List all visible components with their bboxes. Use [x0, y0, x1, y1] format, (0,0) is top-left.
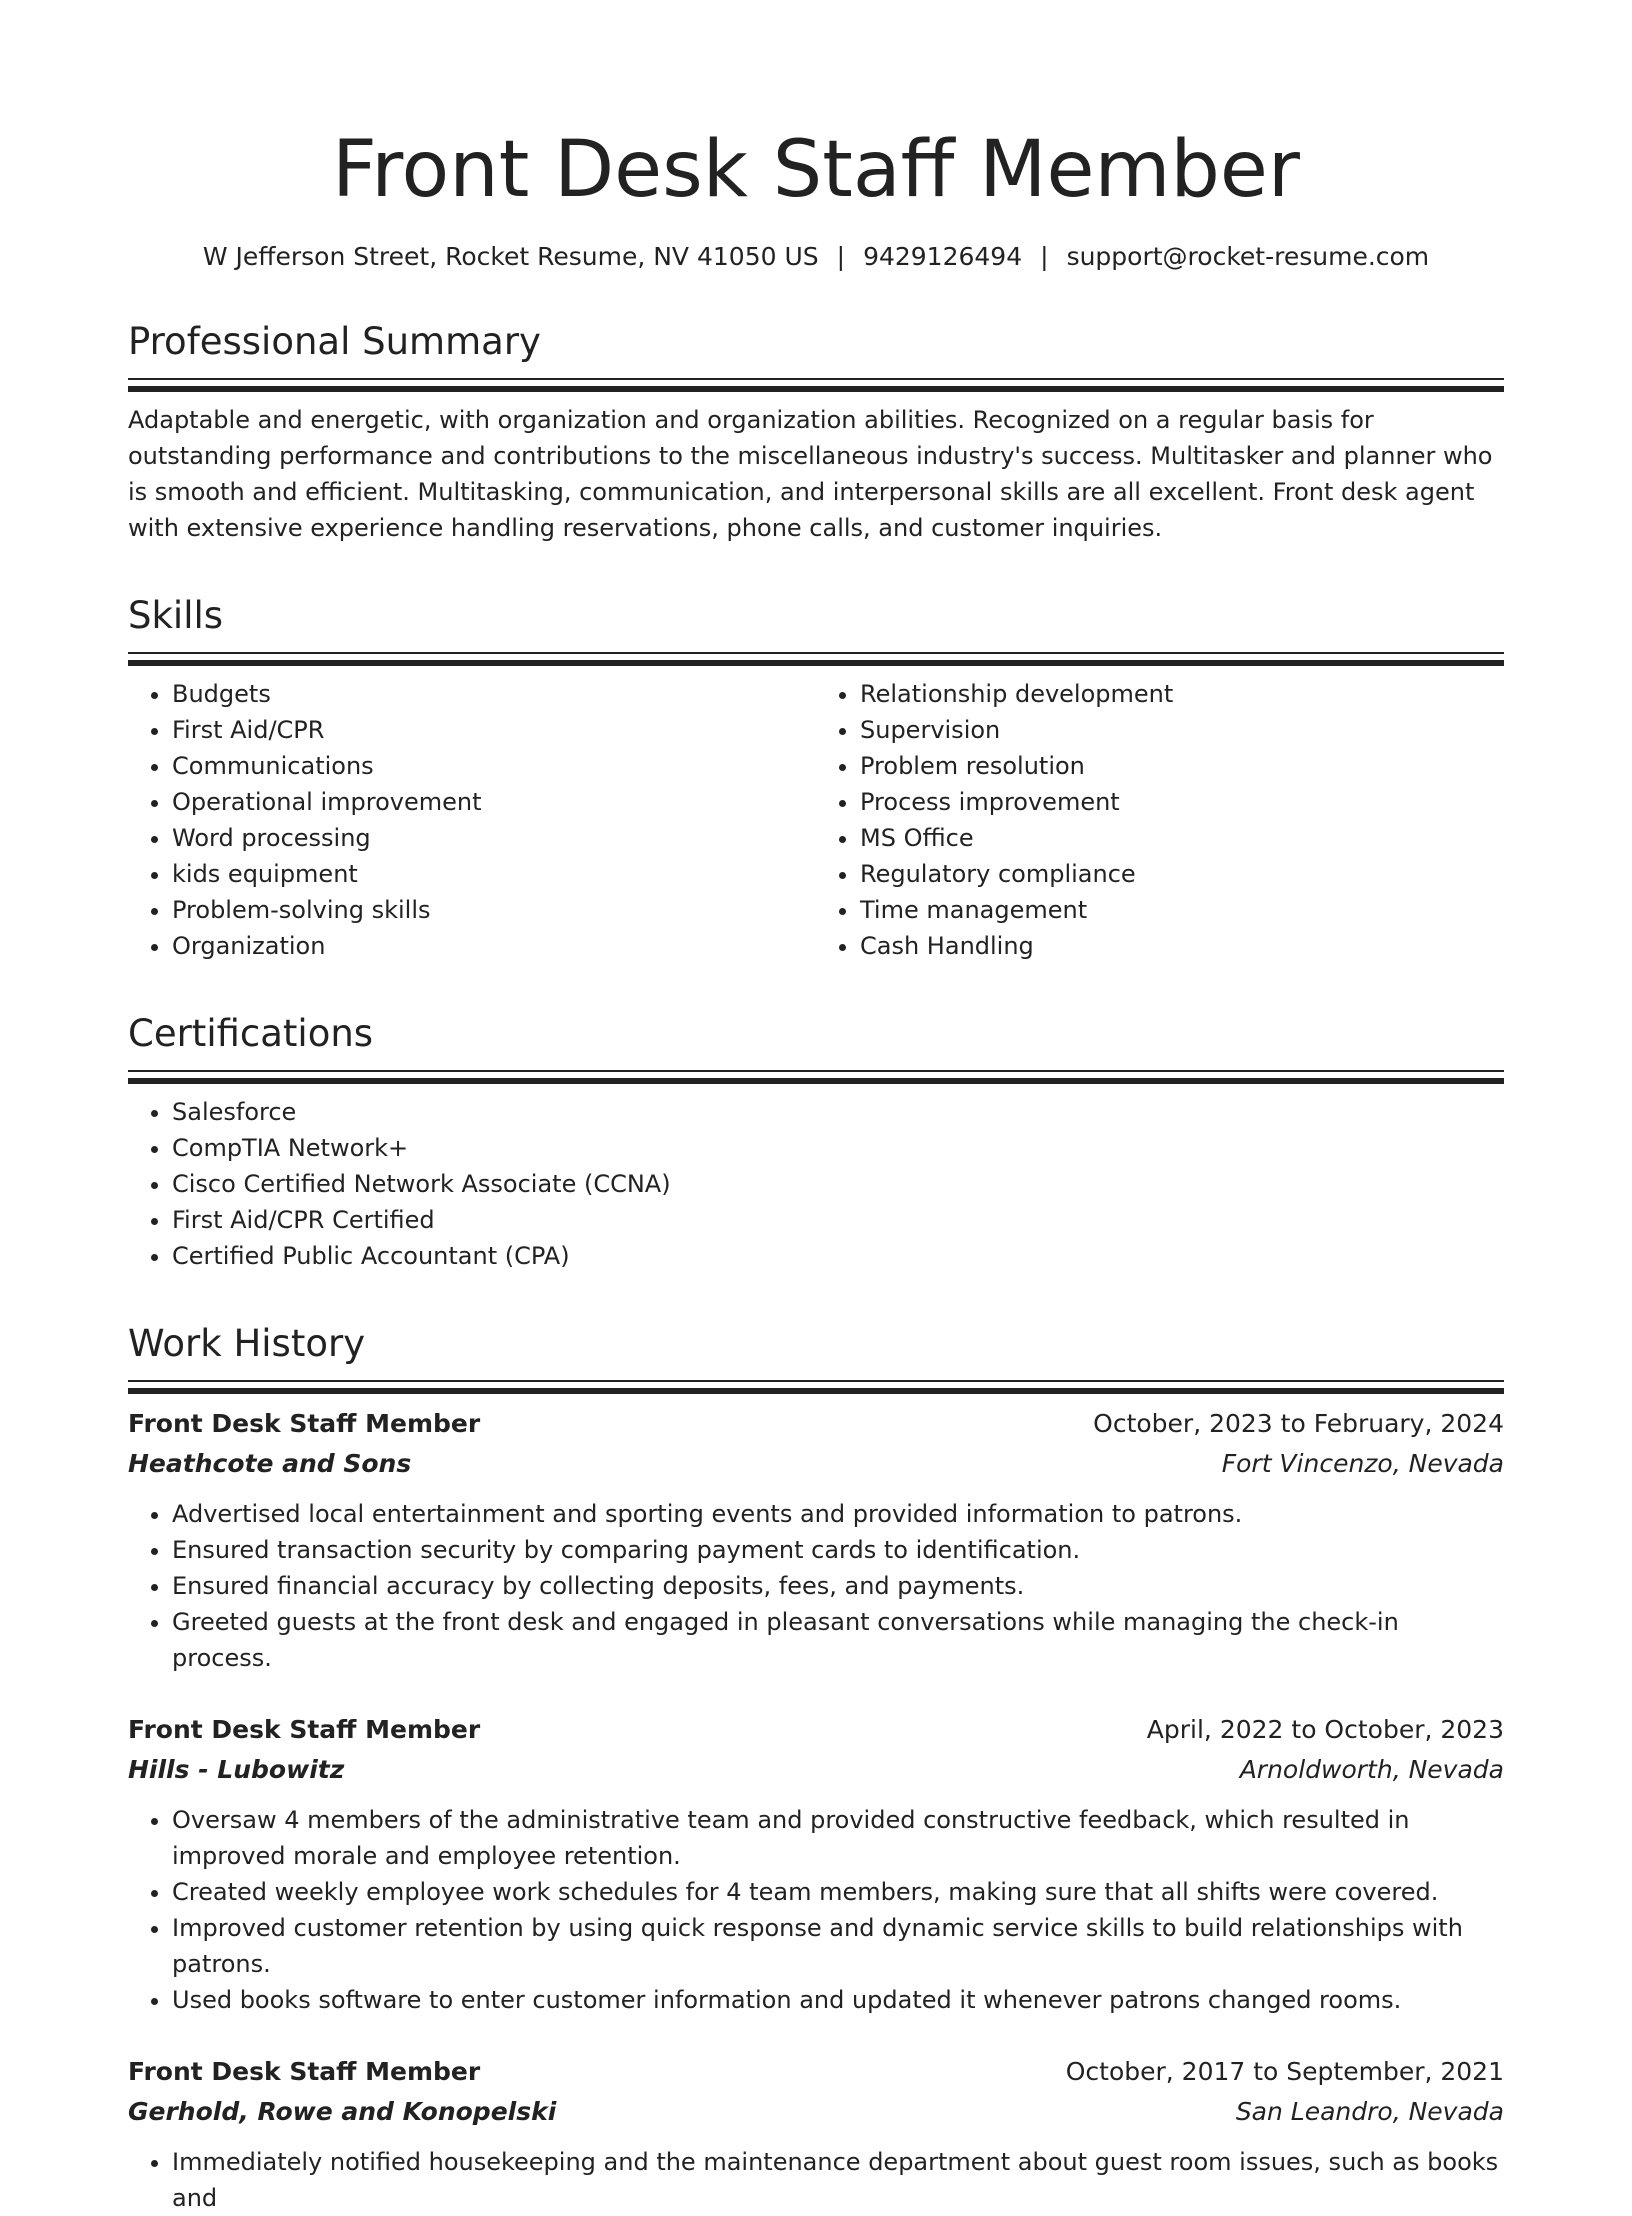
skills-list-right — [816, 676, 1504, 964]
job-dates: October, 2017 to September, 2021 — [1065, 2057, 1504, 2086]
job-title: Front Desk Staff Member — [128, 2057, 481, 2086]
job-title: Front Desk Staff Member — [128, 1409, 481, 1438]
skill-item: • Relationship development — [860, 676, 1504, 712]
section-title-certifications: Certifications — [128, 1012, 374, 1055]
resume-name: Front Desk Staff Member — [332, 125, 1300, 215]
section-title-work-history: Work History — [128, 1322, 366, 1365]
certification-item: • Certified Public Accountant (CPA) — [172, 1238, 1504, 1274]
skill-item: • Word processing — [172, 820, 816, 856]
certification-item: • CompTIA Network+ — [172, 1130, 1504, 1166]
contact-address: W Jefferson Street, Rocket Resume, NV 41050 US — [202, 242, 819, 271]
job-entry — [128, 1404, 1504, 1676]
skill-item: • Cash Handling — [860, 928, 1504, 964]
work-history-section — [128, 1320, 1504, 2216]
skill-item: • Problem-solving skills — [172, 892, 816, 928]
skills-list-left — [128, 676, 816, 964]
skill-item: • Supervision — [860, 712, 1504, 748]
skill-item: • Organization — [172, 928, 816, 964]
contact-separator: | — [836, 242, 846, 271]
summary-text: Adaptable and energetic, with organization and organization abilities. Recognized on a regular basis for outstanding performance and contributions to the miscellaneous industry's success. Multitasker and planner who is smooth and efficient. Multitasking, communication, and interpersonal skills are all excellent. Front desk agent with extensive experience handling reservations, phone calls, and customer inquiries. — [128, 406, 1493, 542]
job-title: Front Desk Staff Member — [128, 1715, 481, 1744]
contact-email: support@rocket-resume.com — [1066, 242, 1430, 271]
job-dates: April, 2022 to October, 2023 — [1146, 1715, 1504, 1744]
job-entry — [128, 1710, 1504, 2018]
job-bullet: • Created weekly employee work schedules for 4 team members, making sure that all shifts were covered. — [172, 1874, 1504, 1910]
section-divider — [128, 1380, 1504, 1382]
job-location: Fort Vincenzo, Nevada — [1221, 1449, 1504, 1478]
job-header-row — [128, 2052, 1504, 2092]
job-company-row — [128, 2092, 1504, 2132]
certification-item: • First Aid/CPR Certified — [172, 1202, 1504, 1238]
contact-phone: 9429126494 — [863, 242, 1023, 271]
job-entry — [128, 2052, 1504, 2216]
job-bullet: • Used books software to enter customer information and updated it whenever patrons changed rooms. — [172, 1982, 1504, 2018]
skill-item: • MS Office — [860, 820, 1504, 856]
skill-item: • Time management — [860, 892, 1504, 928]
resume-page — [128, 0, 1504, 2216]
skill-item: • Budgets — [172, 676, 816, 712]
job-header-row — [128, 1710, 1504, 1750]
section-title-summary: Professional Summary — [128, 320, 541, 363]
contact-separator: | — [1040, 242, 1049, 271]
skills-columns — [128, 676, 1504, 964]
job-company-row — [128, 1750, 1504, 1790]
job-bullet: • Ensured financial accuracy by collecting deposits, fees, and payments. — [172, 1568, 1504, 1604]
skill-item: • kids equipment — [172, 856, 816, 892]
job-company-row — [128, 1444, 1504, 1484]
summary-section — [128, 318, 1504, 546]
contact-line — [128, 240, 1504, 274]
section-divider — [128, 378, 1504, 380]
job-bullet: • Oversaw 4 members of the administrative team and provided constructive feedback, which resulted in improved morale and employee retention. — [172, 1802, 1504, 1874]
skill-item: • Process improvement — [860, 784, 1504, 820]
job-bullets — [128, 2144, 1504, 2216]
skills-column-right — [816, 676, 1504, 964]
job-company: Hills - Lubowitz — [128, 1755, 345, 1784]
job-bullet: • Ensured transaction security by comparing payment cards to identification. — [172, 1532, 1504, 1568]
job-header-row — [128, 1404, 1504, 1444]
job-bullets — [128, 1802, 1504, 2018]
certification-item: • Cisco Certified Network Associate (CCNA) — [172, 1166, 1504, 1202]
certification-item: • Salesforce — [172, 1094, 1504, 1130]
job-bullet: • Advertised local entertainment and sporting events and provided information to patrons. — [172, 1496, 1504, 1532]
skill-item: • Operational improvement — [172, 784, 816, 820]
skills-column-left — [128, 676, 816, 964]
job-location: San Leandro, Nevada — [1235, 2097, 1504, 2126]
section-title-skills: Skills — [128, 594, 224, 637]
job-dates: October, 2023 to February, 2024 — [1093, 1409, 1504, 1438]
job-company: Gerhold, Rowe and Konopelski — [128, 2097, 557, 2126]
job-bullet: • Greeted guests at the front desk and engaged in pleasant conversations while managing the check-in process. — [172, 1604, 1504, 1676]
job-bullets — [128, 1496, 1504, 1676]
skill-item: • Problem resolution — [860, 748, 1504, 784]
skill-item: • Regulatory compliance — [860, 856, 1504, 892]
job-bullet: • Immediately notified housekeeping and the maintenance department about guest room issues, such as books and — [172, 2144, 1504, 2216]
certifications-section — [128, 1010, 1504, 1274]
job-location: Arnoldworth, Nevada — [1239, 1755, 1504, 1784]
skill-item: • First Aid/CPR — [172, 712, 816, 748]
skills-section — [128, 592, 1504, 964]
job-bullet: • Improved customer retention by using quick response and dynamic service skills to build relationships with patrons. — [172, 1910, 1504, 1982]
job-company: Heathcote and Sons — [128, 1449, 412, 1478]
section-divider — [128, 1070, 1504, 1072]
skill-item: • Communications — [172, 748, 816, 784]
section-divider — [128, 652, 1504, 654]
certifications-list — [128, 1094, 1504, 1274]
